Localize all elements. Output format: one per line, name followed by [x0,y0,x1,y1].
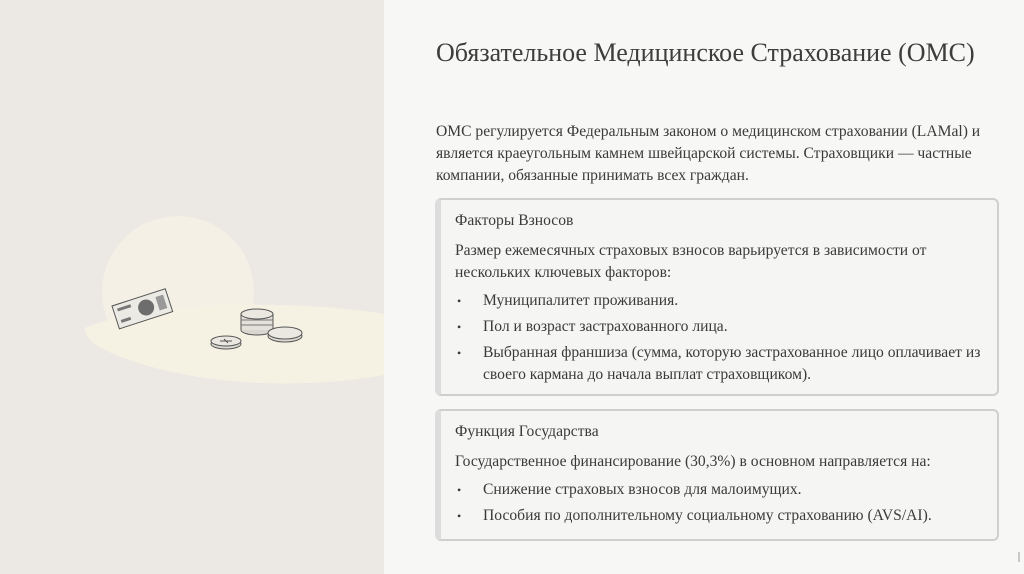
funding-list [455,479,985,531]
list-item: • Муниципалитет проживания. [455,290,985,312]
bullet-icon: • [457,509,462,523]
card-description: Государственное финансирование (30,3%) в основном направляется на: [455,453,931,470]
list-item: • Снижение страховых взносов для малоимущих. [455,479,985,501]
card-description: Размер ежемесячных страховых взносов варьируется в зависимости от нескольких ключевых факторов: [455,242,927,281]
money-coins-illustration [0,0,384,574]
illustration-panel [0,0,384,574]
slide-edge-mark [1018,552,1020,562]
list-item: • Пол и возраст застрахованного лица. [455,316,985,338]
coin-icon [211,336,241,349]
bullet-icon: • [457,294,462,308]
page-title: Обязательное Медицинское Страхование (ОМС) [436,38,975,67]
list-item: • Пособия по дополнительному социальному страхованию (AVS/AI). [455,505,985,527]
state-function-card [435,409,999,541]
content-panel [384,0,1024,574]
factors-list [455,290,985,390]
intro-paragraph: ОМС регулируется Федеральным законом о медицинском страховании (LAMal) и является краеугольным камнем швейцарской системы. Страховщики — частные компании, обязанные принимать всех граждан. [436,123,981,184]
bullet-icon: • [457,320,462,334]
card-title: Функция Государства [455,423,599,440]
coin-icon [268,327,302,342]
card-title: Факторы Взносов [455,212,574,229]
premium-factors-card [435,198,999,396]
list-item: • Выбранная франшиза (сумма, которую застрахованное лицо оплачивает из своего кармана до начала выплат страховщиком). [457,344,981,383]
bullet-icon: • [457,483,462,497]
bullet-icon: • [457,346,462,360]
